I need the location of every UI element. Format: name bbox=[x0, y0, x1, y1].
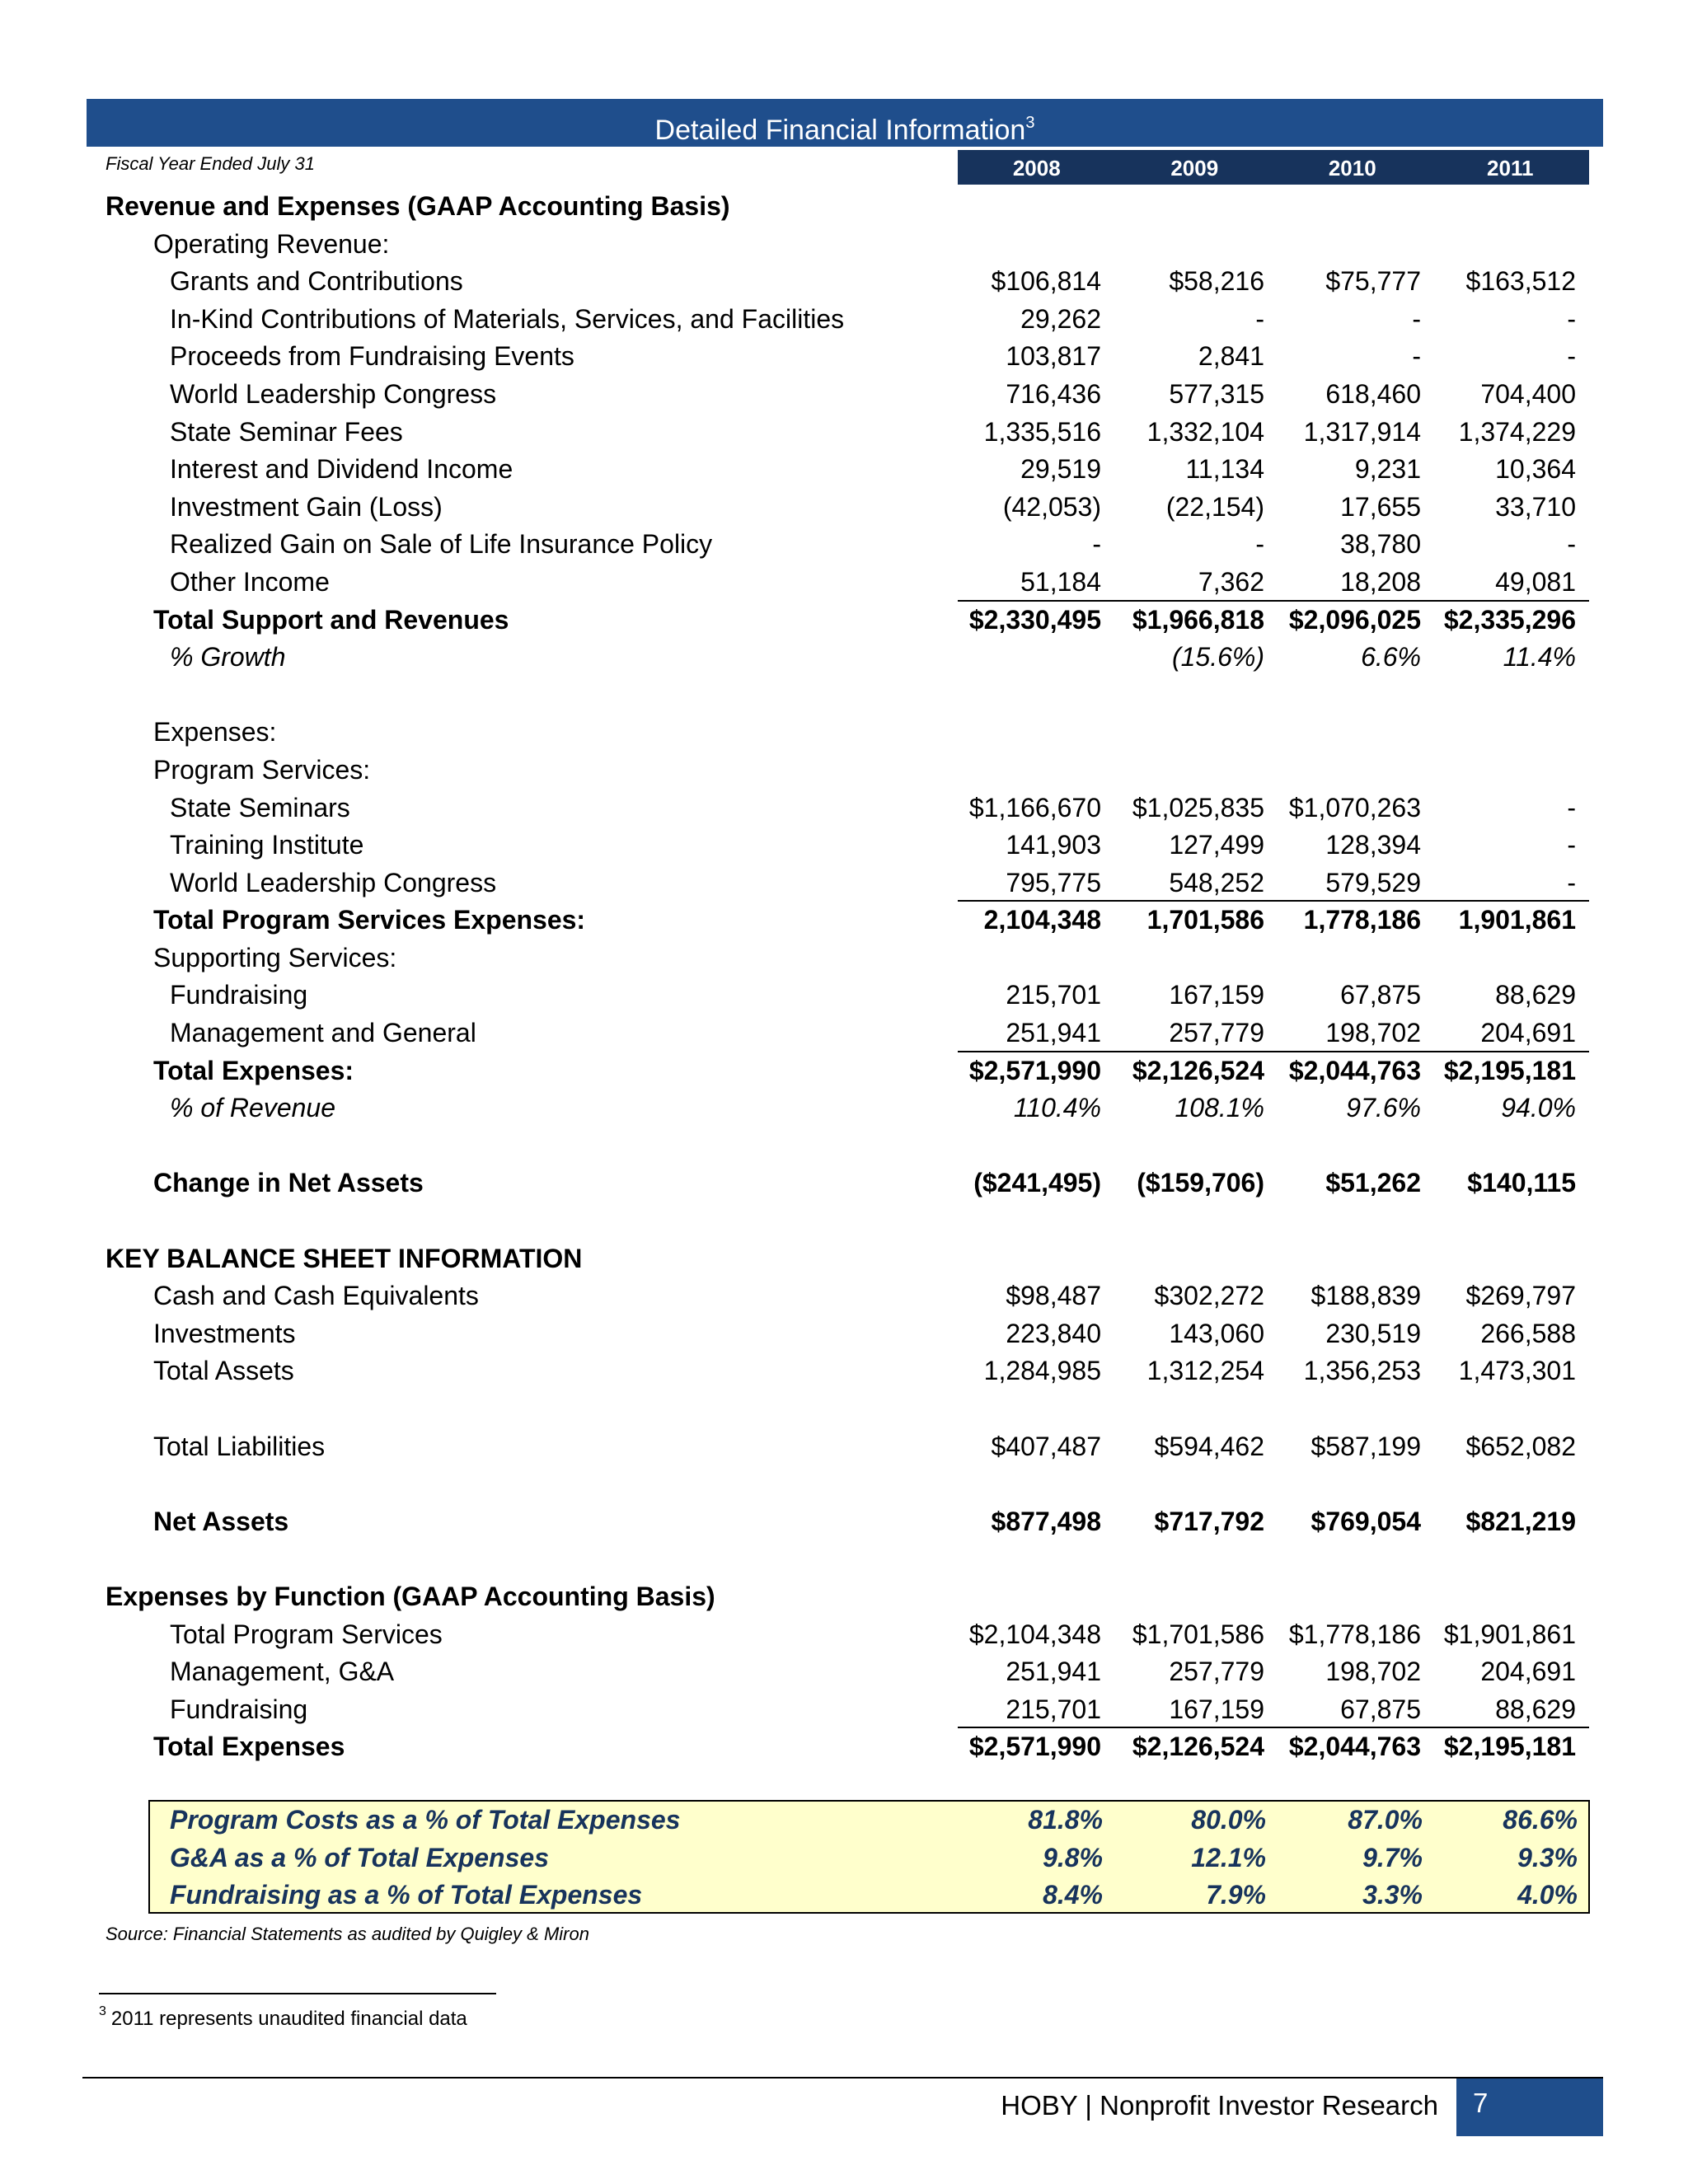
cell-2008: $2,571,990 bbox=[968, 1055, 1101, 1085]
table-row bbox=[0, 1428, 1688, 1466]
row-label: State Seminars bbox=[170, 792, 350, 823]
footer-title: HOBY | Nonprofit Investor Research bbox=[1001, 2090, 1438, 2121]
cell-2009: 167,159 bbox=[1169, 1694, 1264, 1724]
cell-2009: $1,025,835 bbox=[1132, 792, 1264, 823]
cell-2010: - bbox=[1412, 303, 1421, 334]
cell-2010: 1,356,253 bbox=[1303, 1356, 1421, 1386]
page-number: 7 bbox=[1456, 2079, 1603, 2136]
cell-2008: 103,817 bbox=[1006, 341, 1101, 372]
cell-2008: 795,775 bbox=[1006, 867, 1101, 898]
cell-2010: $587,199 bbox=[1311, 1431, 1421, 1461]
cell-2008: 81.8% bbox=[1028, 1805, 1103, 1835]
cell-2011: - bbox=[1567, 529, 1576, 560]
cell-2010: $769,054 bbox=[1311, 1506, 1421, 1536]
table-row bbox=[0, 226, 1688, 264]
table-row bbox=[0, 602, 1688, 640]
table-row bbox=[0, 1691, 1688, 1729]
table-row bbox=[0, 489, 1688, 527]
cell-2009: 108.1% bbox=[1175, 1093, 1264, 1123]
table-row bbox=[0, 301, 1688, 339]
cell-2008: 215,701 bbox=[1006, 1694, 1101, 1724]
cell-2010: - bbox=[1412, 341, 1421, 372]
cell-2010: $51,262 bbox=[1325, 1168, 1421, 1198]
cell-2010: 579,529 bbox=[1325, 867, 1421, 898]
row-label: % Growth bbox=[170, 642, 286, 673]
cell-2009: $1,966,818 bbox=[1132, 604, 1264, 635]
spacer-row bbox=[0, 1465, 1688, 1503]
footnote-text: 2011 represents unaudited financial data bbox=[110, 2008, 467, 2030]
cell-2009: 257,779 bbox=[1169, 1018, 1264, 1048]
cell-2011: $163,512 bbox=[1465, 266, 1576, 297]
table-row bbox=[0, 1728, 1688, 1766]
cell-2010: 18,208 bbox=[1340, 566, 1421, 597]
cell-2011: $2,195,181 bbox=[1443, 1055, 1576, 1085]
cell-2008: 51,184 bbox=[1020, 566, 1101, 597]
cell-2008: 215,701 bbox=[1006, 980, 1101, 1010]
cell-2009: (15.6%) bbox=[1171, 642, 1264, 673]
cell-2011: 9.3% bbox=[1517, 1842, 1578, 1872]
cell-2010: 97.6% bbox=[1346, 1093, 1421, 1123]
cell-2010: 67,875 bbox=[1340, 1694, 1421, 1724]
section-banner bbox=[87, 99, 1603, 147]
cell-2008: $2,330,495 bbox=[968, 604, 1101, 635]
ratio-row bbox=[150, 1840, 1588, 1877]
table-row bbox=[0, 414, 1688, 452]
cell-2008: $106,814 bbox=[991, 266, 1101, 297]
cell-2009: 2,841 bbox=[1198, 341, 1264, 372]
row-label: Total Program Services Expenses: bbox=[153, 905, 586, 935]
cell-2011: $652,082 bbox=[1465, 1431, 1576, 1461]
cell-2008: 251,941 bbox=[1006, 1018, 1101, 1048]
cell-2008: 2,104,348 bbox=[983, 905, 1101, 935]
row-label: Program Costs as a % of Total Expenses bbox=[170, 1805, 681, 1835]
cell-2010: $2,044,763 bbox=[1288, 1055, 1421, 1085]
row-label: In-Kind Contributions of Materials, Services, and Facilities bbox=[170, 303, 845, 334]
cell-2009: $2,126,524 bbox=[1132, 1055, 1264, 1085]
table-row bbox=[0, 902, 1688, 940]
cell-2011: 1,374,229 bbox=[1458, 416, 1576, 447]
table-row bbox=[0, 1015, 1688, 1052]
footer-divider bbox=[82, 2077, 1603, 2079]
cell-2011: 94.0% bbox=[1501, 1093, 1576, 1123]
cell-2011: $269,797 bbox=[1465, 1281, 1576, 1311]
table-row bbox=[0, 752, 1688, 790]
row-label: Operating Revenue: bbox=[153, 228, 390, 259]
cell-2009: 1,332,104 bbox=[1146, 416, 1264, 447]
cell-2009: 12.1% bbox=[1191, 1842, 1266, 1872]
row-label: Change in Net Assets bbox=[153, 1168, 424, 1198]
row-label: Other Income bbox=[170, 566, 330, 597]
cell-2008: 251,941 bbox=[1006, 1657, 1101, 1687]
cell-2011: 204,691 bbox=[1480, 1018, 1576, 1048]
table-row bbox=[0, 1616, 1688, 1654]
row-label: G&A as a % of Total Expenses bbox=[170, 1842, 549, 1872]
cell-2011: 266,588 bbox=[1480, 1318, 1576, 1348]
row-label: Total Expenses bbox=[153, 1732, 345, 1762]
cell-2009: $2,126,524 bbox=[1132, 1732, 1264, 1762]
cell-2009: - bbox=[1255, 303, 1264, 334]
row-label: Total Support and Revenues bbox=[153, 604, 509, 635]
footnote bbox=[99, 2004, 467, 2031]
cell-2011: 88,629 bbox=[1495, 1694, 1576, 1724]
cell-2008: 110.4% bbox=[1013, 1093, 1101, 1123]
cell-2011: 11.4% bbox=[1503, 642, 1576, 673]
banner-footnote-marker: 3 bbox=[1025, 114, 1035, 132]
cell-2010: 128,394 bbox=[1325, 830, 1421, 860]
cell-2008: 223,840 bbox=[1006, 1318, 1101, 1348]
row-label: Expenses: bbox=[153, 717, 277, 748]
footnote-divider bbox=[99, 1993, 496, 1994]
table-row bbox=[0, 790, 1688, 827]
cell-2009: 7,362 bbox=[1198, 566, 1264, 597]
table-row bbox=[0, 865, 1688, 902]
cell-2011: 33,710 bbox=[1495, 491, 1576, 522]
cell-2011: 204,691 bbox=[1480, 1657, 1576, 1687]
row-label: Training Institute bbox=[170, 830, 364, 860]
table-row bbox=[0, 1277, 1688, 1315]
table-row bbox=[0, 1503, 1688, 1541]
cell-2010: $75,777 bbox=[1325, 266, 1421, 297]
cell-2011: - bbox=[1567, 303, 1576, 334]
cell-2009: 127,499 bbox=[1169, 830, 1264, 860]
cell-2008: - bbox=[1092, 529, 1101, 560]
table-row bbox=[0, 376, 1688, 414]
row-label: Investment Gain (Loss) bbox=[170, 491, 443, 522]
cell-2009: 548,252 bbox=[1169, 867, 1264, 898]
cell-2009: - bbox=[1255, 529, 1264, 560]
spacer-row bbox=[0, 1127, 1688, 1165]
cell-2008: (42,053) bbox=[1002, 491, 1101, 522]
row-label: Fundraising bbox=[170, 1694, 308, 1724]
cell-2008: 29,262 bbox=[1020, 303, 1101, 334]
row-label: State Seminar Fees bbox=[170, 416, 403, 447]
row-label: Proceeds from Fundraising Events bbox=[170, 341, 574, 372]
row-label: Interest and Dividend Income bbox=[170, 454, 513, 485]
cell-2010: 230,519 bbox=[1325, 1318, 1421, 1348]
cell-2010: 38,780 bbox=[1340, 529, 1421, 560]
row-label: Grants and Contributions bbox=[170, 266, 463, 297]
cell-2011: 88,629 bbox=[1495, 980, 1576, 1010]
table-row bbox=[0, 338, 1688, 376]
table-row bbox=[0, 451, 1688, 489]
cell-2011: 1,901,861 bbox=[1458, 905, 1576, 935]
cell-2011: - bbox=[1567, 341, 1576, 372]
cell-2009: 167,159 bbox=[1169, 980, 1264, 1010]
row-label: World Leadership Congress bbox=[170, 867, 497, 898]
cell-2010: 6.6% bbox=[1361, 642, 1421, 673]
table-row bbox=[0, 1240, 1688, 1278]
cell-2011: 49,081 bbox=[1495, 566, 1576, 597]
spacer-row bbox=[0, 1202, 1688, 1240]
cell-2010: 198,702 bbox=[1325, 1018, 1421, 1048]
cell-2011: - bbox=[1567, 830, 1576, 860]
cell-2010: 1,317,914 bbox=[1303, 416, 1421, 447]
cell-2010: 9.7% bbox=[1362, 1842, 1423, 1872]
cell-2010: $1,778,186 bbox=[1288, 1619, 1421, 1649]
row-label: Expenses by Function (GAAP Accounting Basis) bbox=[106, 1581, 715, 1611]
cell-2011: $1,901,861 bbox=[1443, 1619, 1576, 1649]
source-note: Source: Financial Statements as audited by Quigley & Miron bbox=[106, 1924, 589, 1944]
table-row bbox=[0, 1052, 1688, 1090]
cell-2008: 1,284,985 bbox=[983, 1356, 1101, 1386]
cell-2009: 143,060 bbox=[1169, 1318, 1264, 1348]
cell-2008: $2,104,348 bbox=[968, 1619, 1101, 1649]
cell-2008: 9.8% bbox=[1043, 1842, 1103, 1872]
financial-table bbox=[0, 188, 1688, 1766]
cell-2009: $594,462 bbox=[1154, 1431, 1264, 1461]
table-row bbox=[0, 827, 1688, 865]
cell-2008: 141,903 bbox=[1006, 830, 1101, 860]
cell-2011: $821,219 bbox=[1465, 1506, 1576, 1536]
year-header-bar bbox=[958, 150, 1589, 185]
cell-2009: 7.9% bbox=[1206, 1880, 1266, 1910]
spacer-row bbox=[0, 1540, 1688, 1578]
cell-2009: 577,315 bbox=[1169, 378, 1264, 409]
row-label: Cash and Cash Equivalents bbox=[153, 1281, 479, 1311]
cell-2011: 1,473,301 bbox=[1458, 1356, 1576, 1386]
year-header: 2010 bbox=[1328, 156, 1376, 180]
row-label: Program Services: bbox=[153, 754, 371, 785]
table-row bbox=[0, 263, 1688, 301]
footnote-marker: 3 bbox=[99, 2004, 106, 2018]
cell-2008: ($241,495) bbox=[973, 1168, 1101, 1198]
row-label: % of Revenue bbox=[170, 1093, 336, 1123]
row-label: Net Assets bbox=[153, 1506, 289, 1536]
row-label: Total Assets bbox=[153, 1356, 294, 1386]
cell-2011: 704,400 bbox=[1480, 378, 1576, 409]
cell-2009: 1,312,254 bbox=[1146, 1356, 1264, 1386]
row-label: Supporting Services: bbox=[153, 942, 397, 972]
cell-2010: 67,875 bbox=[1340, 980, 1421, 1010]
cell-2009: $58,216 bbox=[1169, 266, 1264, 297]
cell-2010: $1,070,263 bbox=[1288, 792, 1421, 823]
spacer-row bbox=[0, 677, 1688, 715]
cell-2010: $2,044,763 bbox=[1288, 1732, 1421, 1762]
ratio-row bbox=[150, 1802, 1588, 1840]
table-row bbox=[0, 1090, 1688, 1127]
cell-2010: $188,839 bbox=[1311, 1281, 1421, 1311]
cell-2010: 618,460 bbox=[1325, 378, 1421, 409]
cell-2009: 1,701,586 bbox=[1146, 905, 1264, 935]
cell-2010: 87.0% bbox=[1348, 1805, 1423, 1835]
cell-2009: ($159,706) bbox=[1137, 1168, 1264, 1198]
table-row bbox=[0, 639, 1688, 677]
ratio-row bbox=[150, 1877, 1588, 1915]
row-label: Fundraising as a % of Total Expenses bbox=[170, 1880, 643, 1910]
cell-2010: 17,655 bbox=[1340, 491, 1421, 522]
cell-2009: $302,272 bbox=[1154, 1281, 1264, 1311]
cell-2008: $877,498 bbox=[991, 1506, 1101, 1536]
cell-2010: 9,231 bbox=[1354, 454, 1421, 485]
row-label: Investments bbox=[153, 1318, 296, 1348]
cell-2009: 257,779 bbox=[1169, 1657, 1264, 1687]
row-label: Management, G&A bbox=[170, 1657, 395, 1687]
row-label: Total Program Services bbox=[170, 1619, 443, 1649]
row-label: Fundraising bbox=[170, 980, 308, 1010]
cell-2008: 8.4% bbox=[1043, 1880, 1103, 1910]
expense-ratio-box bbox=[148, 1800, 1590, 1914]
row-label: Total Expenses: bbox=[153, 1055, 354, 1085]
cell-2011: - bbox=[1567, 792, 1576, 823]
row-label: KEY BALANCE SHEET INFORMATION bbox=[106, 1243, 583, 1273]
cell-2011: 10,364 bbox=[1495, 454, 1576, 485]
cell-2011: $140,115 bbox=[1467, 1168, 1576, 1198]
cell-2008: 716,436 bbox=[1006, 378, 1101, 409]
cell-2010: $2,096,025 bbox=[1288, 604, 1421, 635]
cell-2011: $2,335,296 bbox=[1443, 604, 1576, 635]
cell-2010: 1,778,186 bbox=[1303, 905, 1421, 935]
cell-2008: $1,166,670 bbox=[968, 792, 1101, 823]
cell-2008: 1,335,516 bbox=[983, 416, 1101, 447]
cell-2008: $407,487 bbox=[991, 1431, 1101, 1461]
fiscal-year-label: Fiscal Year Ended July 31 bbox=[106, 153, 315, 174]
cell-2009: 11,134 bbox=[1185, 454, 1264, 485]
table-row bbox=[0, 1165, 1688, 1202]
row-label: World Leadership Congress bbox=[170, 378, 497, 409]
cell-2011: 86.6% bbox=[1503, 1805, 1578, 1835]
year-header: 2008 bbox=[1012, 156, 1061, 180]
table-row bbox=[0, 1315, 1688, 1353]
row-label: Revenue and Expenses (GAAP Accounting Basis) bbox=[106, 191, 730, 221]
cell-2011: $2,195,181 bbox=[1443, 1732, 1576, 1762]
cell-2009: 80.0% bbox=[1191, 1805, 1266, 1835]
table-row bbox=[0, 564, 1688, 602]
cell-2008: $98,487 bbox=[1006, 1281, 1101, 1311]
cell-2008: 29,519 bbox=[1020, 454, 1101, 485]
cell-2010: 3.3% bbox=[1362, 1880, 1423, 1910]
table-row bbox=[0, 188, 1688, 226]
cell-2009: (22,154) bbox=[1165, 491, 1264, 522]
table-row bbox=[0, 977, 1688, 1015]
table-row bbox=[0, 940, 1688, 977]
cell-2011: - bbox=[1567, 867, 1576, 898]
spacer-row bbox=[0, 1390, 1688, 1428]
row-label: Realized Gain on Sale of Life Insurance Policy bbox=[170, 529, 713, 560]
cell-2008: $2,571,990 bbox=[968, 1732, 1101, 1762]
cell-2011: 4.0% bbox=[1517, 1880, 1578, 1910]
year-header: 2009 bbox=[1170, 156, 1219, 180]
year-header: 2011 bbox=[1487, 156, 1534, 180]
cell-2009: $1,701,586 bbox=[1132, 1619, 1264, 1649]
banner-title: Detailed Financial Information bbox=[654, 115, 1026, 146]
cell-2009: $717,792 bbox=[1154, 1506, 1264, 1536]
table-row bbox=[0, 1352, 1688, 1390]
table-row bbox=[0, 1653, 1688, 1691]
row-label: Management and General bbox=[170, 1018, 476, 1048]
table-row bbox=[0, 714, 1688, 752]
table-row bbox=[0, 526, 1688, 564]
table-row bbox=[0, 1578, 1688, 1616]
row-label: Total Liabilities bbox=[153, 1431, 326, 1461]
cell-2010: 198,702 bbox=[1325, 1657, 1421, 1687]
